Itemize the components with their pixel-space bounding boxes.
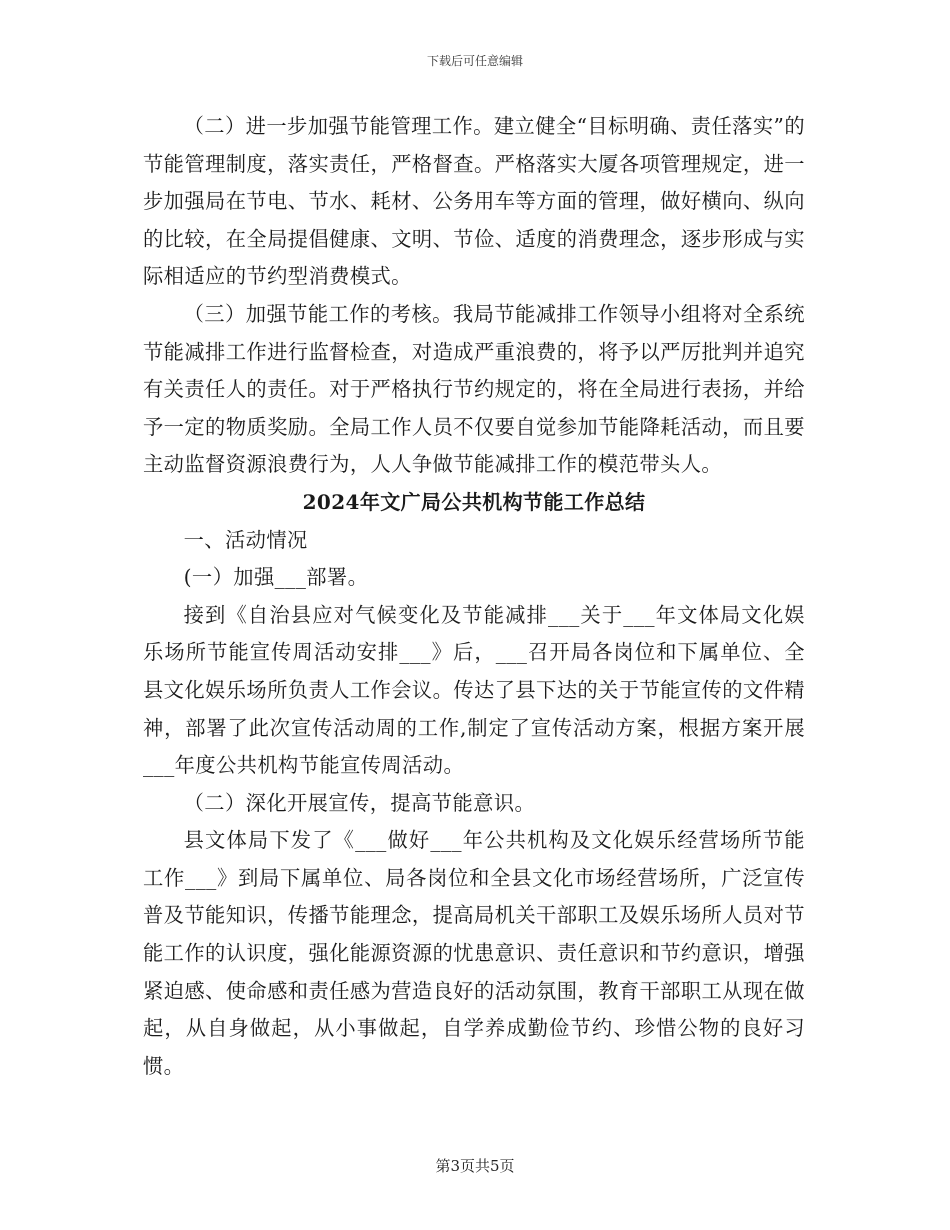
paragraph-assessment: （三）加强节能工作的考核。我局节能减排工作领导小组将对全系统节能减排工作进行监督检查，对造成严重浪费的，将予以严厉批判并追究有关责任人的责任。对于严格执行节约规定的，将在全局进行表扬，并给予一定的物质奖励。全局工作人员不仅要自觉参加节能降耗活动，而且要主动监督资源浪费行为，人人争做节能减排工作的模范带头人。 (143, 301, 805, 477)
paragraph-publicity: 县文体局下发了《___做好___年公共机构及文化娱乐经营场所节能工作___》到局下属单位、局各岗位和全县文化市场经营场所，广泛宣传普及节能知识，传播节能理念，提高局机关干部职工及娱乐场所人员对节能工作的认识度，强化能源资源的忧患意识、责任意识和节约意识，增强紧迫感、使命感和责任感为营造良好的活动氛围，教育干部职工从现在做起，从自身做起，从小事做起，自学养成勤俭节约、珍惜公物的良好习惯。 (143, 828, 805, 1078)
document-body (143, 108, 805, 1085)
paragraph-notice: 接到《自治县应对气候变化及节能减排___关于___年文体局文化娱乐场所节能宣传周活动安排___》后，___召开局各岗位和下属单位、全县文化娱乐场所负责人工作会议。传达了县下达的关于节能宣传的文件精神，部署了此次宣传活动周的工作,制定了宣传活动方案，根据方案开展___年度公共机构节能宣传周活动。 (143, 602, 805, 778)
section-heading-activity: 一、活动情况 (183, 527, 308, 552)
document-title: 2024年文广局公共机构节能工作总结 (302, 489, 646, 514)
subheading-deployment: (一）加强___部署。 (183, 565, 369, 590)
subheading-publicity: （二）深化开展宣传，提高节能意识。 (183, 790, 536, 815)
header-note: 下载后可任意编辑 (426, 54, 523, 68)
page-number: 第3页共5页 (435, 1157, 515, 1175)
paragraph-management: （二）进一步加强节能管理工作。建立健全“目标明确、责任落实”的节能管理制度，落实责任，严格督查。严格落实大厦各项管理规定，进一步加强局在节电、节水、耗材、公务用车等方面的管理，做好横向、纵向的比较，在全局提倡健康、文明、节俭、适度的消费理念，逐步形成与实际相适应的节约型消费模式。 (143, 114, 805, 289)
